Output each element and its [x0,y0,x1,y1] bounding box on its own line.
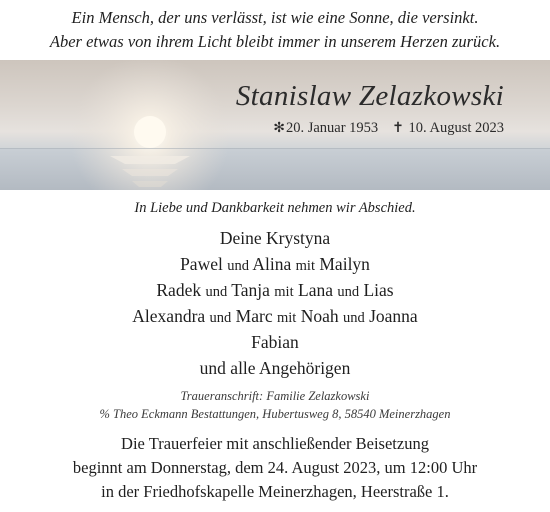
mourner-name: Fabian [251,332,299,352]
connector-word: und [227,258,249,274]
connector-word: und [209,310,232,326]
deceased-name: Stanislaw Zelazkowski [235,80,504,112]
mourner-name: und alle Angehörigen [199,358,351,378]
connector-word: und [337,284,360,300]
mourner-name: Lana [298,280,333,300]
mourner-line-3 [0,277,550,305]
mourner-name: Tanja [231,280,270,300]
mourner-name: Deine Krystyna [219,228,331,248]
connector-word: mit [274,284,294,300]
farewell-intro: In Liebe und Dankbarkeit nehmen wir Abschied. [134,200,416,216]
mourner-name: Alina [252,254,292,274]
death-date: 10. August 2023 [408,120,504,136]
quote-line-1: Ein Mensch, der uns verlässt, ist wie eine Sonne, die versinkt. [71,8,479,27]
service-info-line-3: in der Friedhofskapelle Meinerzhagen, Heerstraße 1. [101,482,449,501]
mourner-line-1 [0,225,550,251]
service-info-line-1: Die Trauerfeier mit anschließender Beisetzung [121,434,429,453]
mourner-line-4 [0,303,550,331]
mourner-name: Mailyn [319,254,370,274]
mourner-name: Marc [235,306,273,326]
mourner-line-5 [0,329,550,355]
connector-word: mit [295,258,315,274]
mourning-address-line-1: Traueranschrift: Familie Zelazkowski [180,389,370,403]
death-cross-icon: ✝ [392,121,404,136]
mourner-name: Noah [300,306,339,326]
mourner-name: Pawel [180,254,223,274]
mourner-line-2 [0,251,550,279]
connector-word: mit [276,310,297,326]
connector-word: und [205,284,228,300]
service-info-line-2: beginnt am Donnerstag, dem 24. August 2023, um 12:00 Uhr [72,458,478,477]
connector-word: und [342,310,365,326]
birth-star-icon: ✻ [273,121,285,136]
mourner-name: Alexandra [132,306,206,326]
mourner-name: Joanna [369,306,418,326]
mourning-address-line-2: % Theo Eckmann Bestattungen, Hubertusweg 8, 58540 Meinerzhagen [99,407,451,421]
mourner-name: Radek [156,280,202,300]
mourner-line-6 [0,355,550,381]
birth-date: 20. Januar 1953 [285,120,379,136]
sunset-banner [0,60,550,190]
life-dates [273,120,504,137]
mourner-name: Lias [363,280,394,300]
quote-line-2: Aber etwas von ihrem Licht bleibt immer in unserem Herzen zurück. [49,32,501,51]
